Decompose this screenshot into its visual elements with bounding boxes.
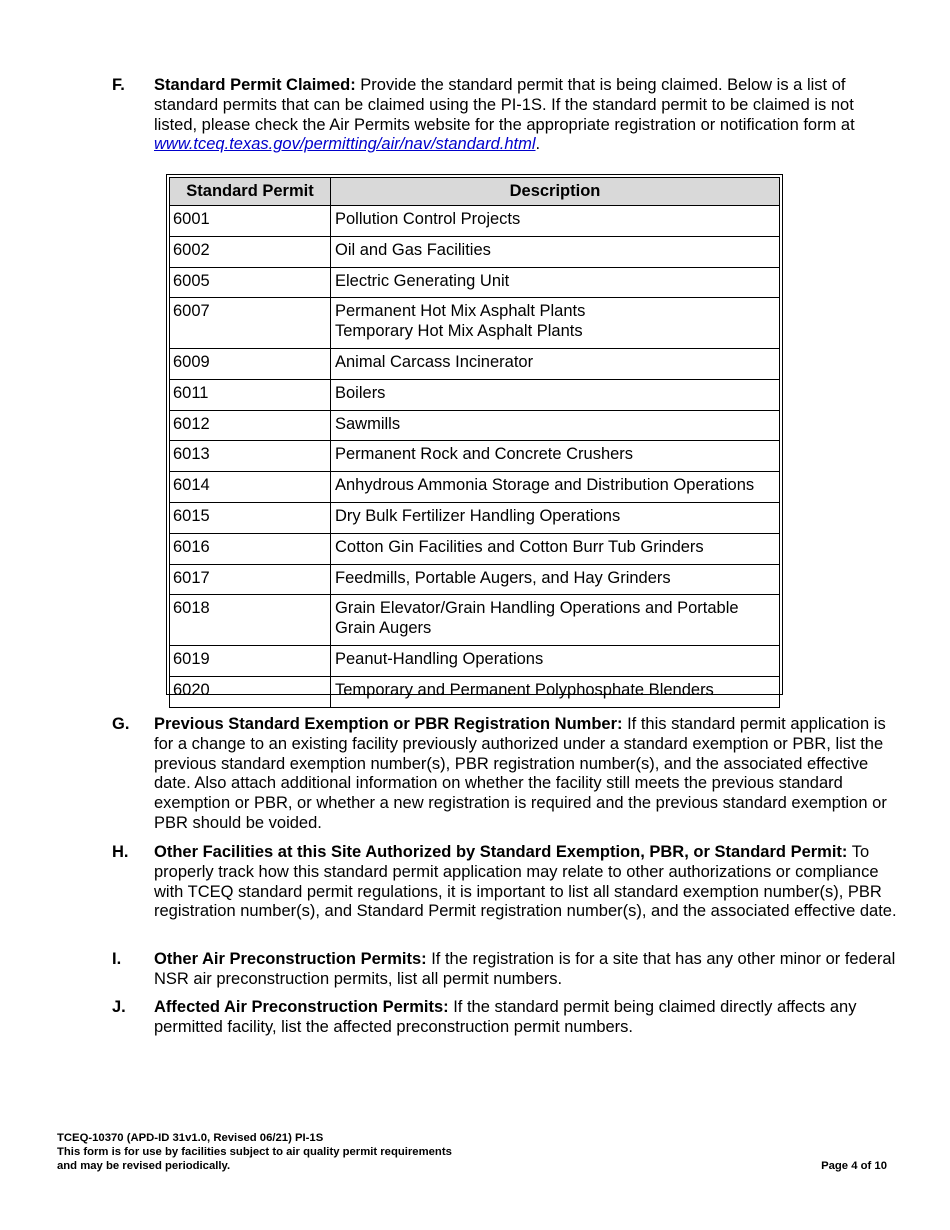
permit-number-cell: 6018 — [170, 595, 331, 646]
permit-description-cell — [331, 206, 780, 237]
permit-description-cell — [331, 564, 780, 595]
section-text: To properly track how this standard permit application may relate to other authorizations or compliance with TCEQ standard permit regulations, it is important to list all standard exemption number(s), PBR registration number(s), and Standard Permit registration number(s), and the associated effective date. — [154, 843, 897, 921]
permit-number-cell: 6014 — [170, 472, 331, 503]
permit-number-cell: 6007 — [170, 298, 331, 349]
section-heading: Standard Permit Claimed: — [154, 76, 356, 94]
permit-number-cell: 6020 — [170, 676, 331, 707]
table-row — [170, 267, 780, 298]
permit-description-cell — [331, 472, 780, 503]
permit-number-cell: 6002 — [170, 236, 331, 267]
table-row — [170, 676, 780, 707]
permit-description-cell — [331, 676, 780, 707]
permit-description: Permanent Rock and Concrete Crushers — [335, 445, 634, 464]
form-footer — [57, 1131, 452, 1174]
permit-number-cell: 6015 — [170, 502, 331, 533]
section-body — [154, 843, 897, 922]
section-body — [154, 998, 897, 1038]
permit-description-cell — [331, 348, 780, 379]
section-i — [112, 950, 897, 990]
table-row — [170, 298, 780, 349]
section-text: Provide the standard permit that is being claimed. Below is a list of standard permits that can be claimed using the PI-1S. If the standard permit to be claimed is not listed, please check the Air Permits website for the appropriate registration or notification form at — [154, 76, 855, 134]
section-heading: Affected Air Preconstruction Permits: — [154, 998, 449, 1016]
section-letter: I. — [112, 950, 122, 968]
permit-description: Oil and Gas Facilities — [335, 240, 491, 259]
section-text: If this standard permit application is for a change to an existing facility previously authorized under a standard exemption or PBR, list the previous standard exemption number(s), PBR registration number(s), and the associated effective date. Also attach additional information on whether the facility still meets the previous standard exemption or PBR, or whether a new registration is required and the previous standard exemption or PBR should be voided. — [154, 715, 887, 832]
table-row — [170, 645, 780, 676]
permit-description: Peanut-Handling Operations — [335, 649, 544, 668]
permit-number-cell: 6001 — [170, 206, 331, 237]
permit-description: Anhydrous Ammonia Storage and Distribution Operations — [335, 476, 755, 495]
permit-description-cell — [331, 267, 780, 298]
permit-description: Sawmills — [335, 414, 401, 433]
section-letter: F. — [112, 76, 125, 94]
permit-description: Temporary and Permanent Polyphosphate Blenders — [335, 680, 714, 699]
section-letter: J. — [112, 998, 126, 1016]
permit-description-cell — [331, 410, 780, 441]
permit-description-cell — [331, 441, 780, 472]
section-letter: G. — [112, 715, 130, 733]
permit-description: Dry Bulk Fertilizer Handling Operations — [335, 506, 621, 525]
section-text: If the standard permit being claimed directly affects any permitted facility, list the affected preconstruction permit numbers. — [154, 998, 857, 1036]
section-heading: Other Air Preconstruction Permits: — [154, 950, 427, 968]
table-row — [170, 206, 780, 237]
section-heading: Previous Standard Exemption or PBR Registration Number: — [154, 715, 623, 733]
permit-description: Electric Generating Unit — [335, 271, 510, 290]
table-row — [170, 410, 780, 441]
table-row — [170, 379, 780, 410]
table-row — [170, 472, 780, 503]
permit-description: Pollution Control Projects — [335, 210, 521, 228]
permit-number-cell: 6016 — [170, 533, 331, 564]
section-body — [154, 950, 897, 990]
permit-description: Boilers — [335, 383, 386, 402]
permit-description-secondary: Temporary Hot Mix Asphalt Plants — [335, 322, 583, 341]
permit-description-cell — [331, 533, 780, 564]
table-header-row — [170, 178, 780, 206]
table-row — [170, 595, 780, 646]
table-row — [170, 533, 780, 564]
table-row — [170, 236, 780, 267]
table-row — [170, 441, 780, 472]
permit-description-cell — [331, 502, 780, 533]
column-header-description: Description — [331, 178, 780, 206]
permit-description: Feedmills, Portable Augers, and Hay Grinders — [335, 568, 671, 587]
table-row — [170, 564, 780, 595]
permit-number-cell: 6011 — [170, 379, 331, 410]
column-header-standard-permit: Standard Permit — [170, 178, 331, 206]
permit-description: Cotton Gin Facilities and Cotton Burr Tub Grinders — [335, 537, 704, 556]
section-text: If the registration is for a site that has any other minor or federal NSR air preconstruction permits, list all permit numbers. — [154, 950, 896, 988]
permit-description-cell — [331, 595, 780, 646]
permit-description: Permanent Hot Mix Asphalt Plants — [335, 302, 586, 321]
section-j — [112, 998, 897, 1038]
permit-number-cell: 6012 — [170, 410, 331, 441]
section-heading: Other Facilities at this Site Authorized by Standard Exemption, PBR, or Standard Permit: — [154, 843, 848, 861]
permit-number-cell: 6017 — [170, 564, 331, 595]
section-body — [154, 715, 897, 834]
section-g — [112, 715, 897, 834]
footer-notice-line2: and may be revised periodically. — [57, 1160, 231, 1173]
standard-permits-link[interactable]: www.tceq.texas.gov/permitting/air/nav/standard.html — [154, 135, 536, 154]
section-letter: H. — [112, 843, 129, 861]
permit-description-cell — [331, 379, 780, 410]
section-body — [154, 76, 897, 155]
permit-description-cell — [331, 645, 780, 676]
footer-form-id: TCEQ-10370 (APD-ID 31v1.0, Revised 06/21) PI-1S — [57, 1132, 324, 1144]
standard-permit-table — [166, 174, 783, 699]
table-row — [170, 348, 780, 379]
page-number: Page 4 of 10 — [821, 1160, 887, 1172]
footer-notice-line1: This form is for use by facilities subject to air quality permit requirements — [57, 1146, 452, 1159]
section-h — [112, 843, 897, 922]
permit-description: Grain Elevator/Grain Handling Operations and Portable Grain Augers — [335, 599, 739, 638]
section-f — [112, 76, 897, 155]
section-text-end: . — [535, 135, 541, 154]
permit-number-cell: 6019 — [170, 645, 331, 676]
permit-description-cell — [331, 298, 780, 349]
permit-number-cell: 6005 — [170, 267, 331, 298]
table-row — [170, 502, 780, 533]
permit-number-cell: 6009 — [170, 348, 331, 379]
permit-description: Animal Carcass Incinerator — [335, 352, 534, 371]
permit-description-cell — [331, 236, 780, 267]
permit-number-cell: 6013 — [170, 441, 331, 472]
